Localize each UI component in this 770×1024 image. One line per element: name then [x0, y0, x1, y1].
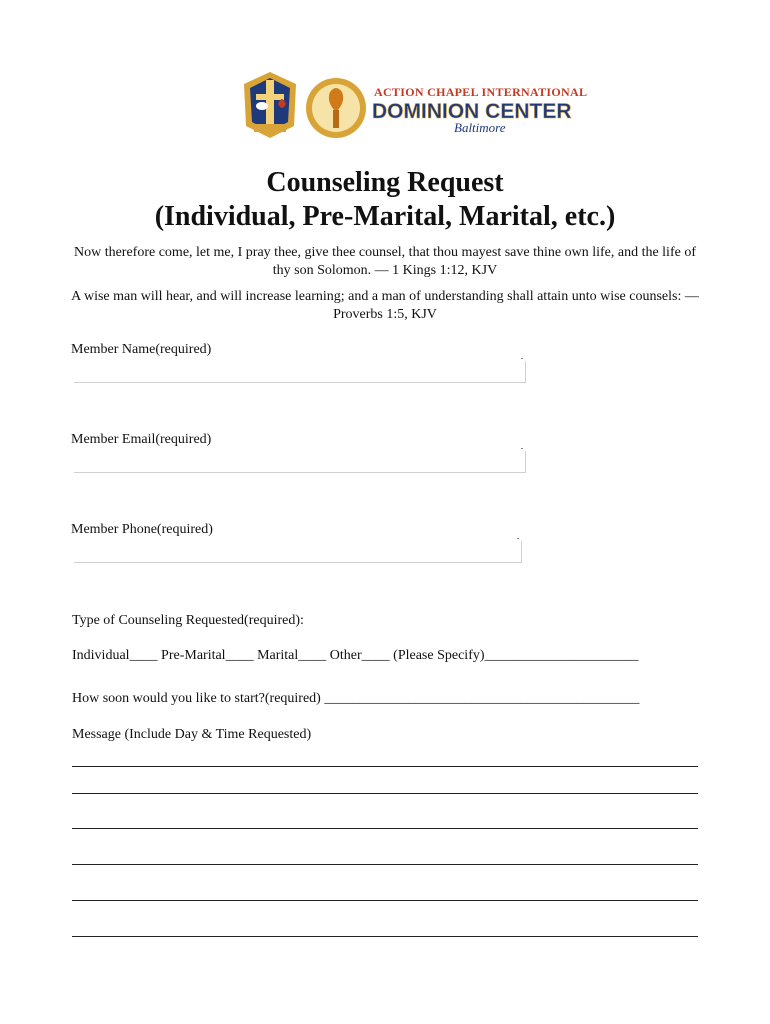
- logo-wordmark: [372, 85, 587, 135]
- seal-icon: [306, 78, 366, 138]
- message-line[interactable]: [72, 900, 698, 901]
- scripture-quote-2: A wise man will hear, and will increase learning; and a man of understanding shall attain unto wise counsels: — Proverbs 1:5, KJV: [71, 289, 699, 322]
- start-time-line[interactable]: How soon would you like to start?(required) _____________________________________________: [72, 691, 640, 706]
- church-logo: [240, 70, 588, 142]
- message-line[interactable]: [72, 936, 698, 937]
- page-title: Counseling Request: [266, 167, 504, 198]
- message-line[interactable]: [72, 828, 698, 829]
- member-name-label: Member Name(required): [71, 342, 212, 357]
- svg-text:Baltimore: Baltimore: [454, 120, 506, 135]
- member-email-label: Member Email(required): [71, 432, 212, 447]
- message-line[interactable]: [72, 793, 698, 794]
- svg-text:DOMINION CENTER: DOMINION CENTER: [372, 100, 572, 123]
- svg-text:ACTION CHAPEL INTERNATIONAL: ACTION CHAPEL INTERNATIONAL: [374, 85, 588, 99]
- member-name-input[interactable]: [74, 361, 526, 383]
- member-email-input[interactable]: [74, 451, 526, 473]
- message-label: Message (Include Day & Time Requested): [72, 727, 312, 742]
- scripture-quote-1: Now therefore come, let me, I pray thee, give thee counsel, that thou mayest save thine own life, and the life of thy son Solomon. — 1 Kings 1:12, KJV: [73, 245, 696, 278]
- message-line[interactable]: [72, 864, 698, 865]
- page-subtitle: (Individual, Pre-Marital, Marital, etc.): [154, 201, 616, 232]
- counseling-type-label: Type of Counseling Requested(required):: [72, 613, 304, 628]
- member-phone-label: Member Phone(required): [71, 522, 213, 537]
- message-line[interactable]: [72, 766, 698, 767]
- crest-icon: [244, 72, 296, 138]
- member-phone-input[interactable]: [74, 541, 522, 563]
- counseling-type-options[interactable]: Individual____ Pre-Marital____ Marital____ Other____ (Please Specify)______________________: [72, 648, 639, 663]
